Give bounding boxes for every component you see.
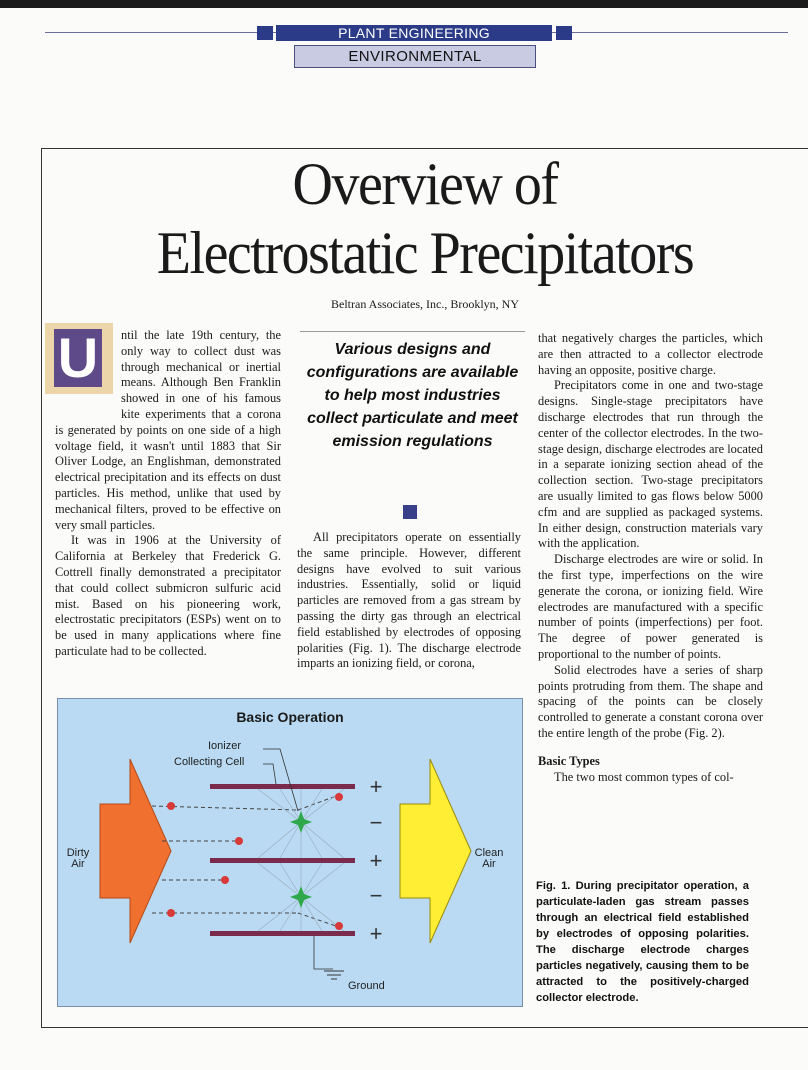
ground-wire [314, 936, 333, 969]
collecting-cell-leader [263, 764, 276, 784]
corona-star [290, 811, 312, 833]
frame-top-rule [41, 148, 808, 149]
label-ionizer: Ionizer [208, 740, 242, 752]
column-1 [55, 328, 281, 660]
ionizer-leader [263, 749, 298, 811]
byline: Beltran Associates, Inc., Brooklyn, NY [331, 297, 519, 311]
header-block-right [556, 26, 572, 40]
label-clean: Clean [474, 847, 504, 859]
header-block-left [257, 26, 273, 40]
figure-diagram [58, 699, 522, 1006]
label-air-left: Air [71, 858, 85, 870]
paragraph: Solid electrodes have a series of sharp points protruding from them. The shape and spacing of the points can be closely controlled to generate a constant corona over the entire length of the probe (Fig. 2). [538, 662, 763, 740]
minus-sign: − [369, 883, 383, 908]
collector-plate [210, 931, 355, 936]
plus-sign: + [369, 774, 383, 799]
drop-cap-space [55, 328, 119, 407]
clean-air-arrow [400, 759, 471, 943]
particle [167, 909, 175, 917]
pull-quote: Various designs and configurations are available to help most industries collect particulate and meet emission regulations [306, 341, 519, 450]
article-title [42, 150, 808, 288]
drop-cap-letter: U [54, 329, 102, 387]
paragraph: The two most common types of col- [554, 769, 734, 784]
pull-quote-rule [300, 331, 525, 332]
title-line-2: Electrostatic Precipitators [156, 220, 694, 288]
label-dirty: Dirty [66, 847, 90, 859]
corona-star [290, 886, 312, 908]
particle [335, 922, 343, 930]
paragraph: Discharge electrodes are wire or solid. In the first type, imperfections on the wire generate the corona, or ionizing field. Wire electrodes are manufactured with a specific number of points (imperfections) per foot. The degree of power generated is proportional to the number of points. [538, 552, 763, 661]
plus-sign: + [369, 848, 383, 873]
dirty-air-arrow [100, 759, 171, 943]
figure-title: Basic Operation [236, 709, 344, 725]
particle [235, 837, 243, 845]
particle [167, 802, 175, 810]
paragraph: It was in 1906 at the University of California at Berkeley that Frederick G. Cottrell finally demonstrated a precipitator that could collect submicron sulfuric acid mist. Based on his pioneering work, electrostatic precipitators (ESPs) went on to be used in many applications where fine particulate had to be collected. [55, 533, 281, 658]
pull-quote-square [403, 505, 417, 519]
column-3 [538, 331, 763, 785]
figure-caption: Fig. 1. During precipitator operation, a particulate-laden gas stream passes through an electrical field established by electrodes of opposing polarities. The discharge electrode charges particles negatively, causing them to be attracted to the positively-charged collector electrode. [536, 880, 749, 1004]
frame-bottom-rule [41, 1027, 808, 1028]
collector-plate [210, 784, 355, 789]
plus-sign: + [369, 921, 383, 946]
column-2 [297, 530, 521, 672]
particle [221, 876, 229, 884]
subhead: Basic Types [538, 753, 600, 768]
category-header: ENVIRONMENTAL [294, 45, 536, 68]
label-air-right: Air [482, 858, 496, 870]
paragraph: All precipitators operate on essentially the same principle. However, different designs have evolved to suit various industries. Essentially, solid or liquid particles are removed from a gas stream by passing the dirty gas through an electrical field established by electrodes of opposing polarities (Fig. 1). The discharge electrode imparts an ionizing field, or corona, [297, 530, 521, 671]
particle [335, 793, 343, 801]
minus-sign: − [369, 810, 383, 835]
title-line-1: Overview of [292, 150, 558, 218]
collector-plate [210, 858, 355, 863]
paragraph: ntil the late 19th century, the only way to collect dust was through mechanical or inertial means. Although Ben Franklin showed in one of his famous kite experiments that a corona is generated by points on one side of a high voltage field, it wasn't until 1883 that Sir Oliver Lodge, an Englishman, demonstrated electrical precipitation and its effects on dust particles. His method, unlike that used by mechanical filters, proved to be effective on very small particles. [55, 328, 281, 532]
section-header: PLANT ENGINEERING [276, 25, 552, 41]
top-edge-bar [0, 0, 808, 8]
label-ground: Ground [348, 980, 385, 992]
label-collecting-cell: Collecting Cell [174, 756, 245, 768]
paragraph: that negatively charges the particles, which are then attracted to a collector electrode having an opposite, positive charge. [538, 331, 763, 377]
paragraph: Precipitators come in one and two-stage designs. Single-stage precipitators have discharge electrodes that run through the center of the collector electrodes. In the two-stage design, discharge electrodes are located in a separate ionizing section ahead of the collection section. Two-stage precipitators are usually limited to gas flows below 5000 cfm and are supplied as packaged systems. In either design, construction materials vary with the application. [538, 378, 763, 551]
ground-icon [324, 971, 344, 979]
figure-basic-operation [57, 698, 523, 1007]
